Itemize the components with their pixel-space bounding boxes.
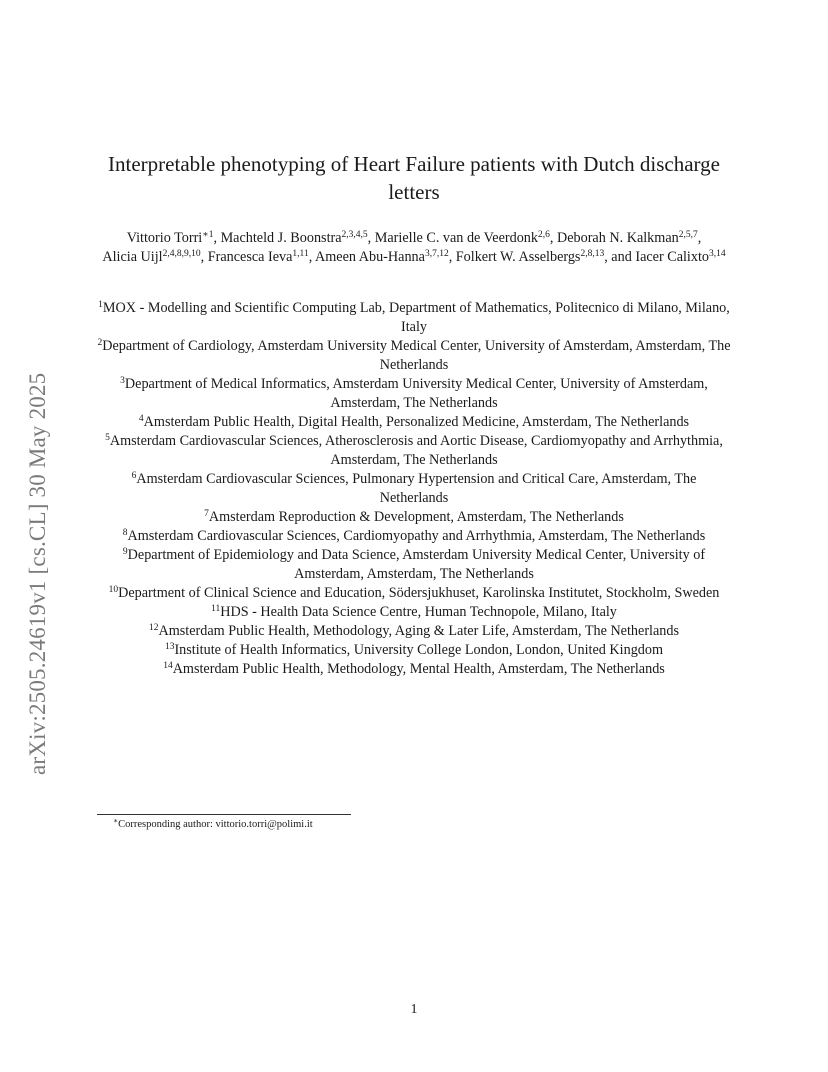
affiliation-text: Amsterdam Cardiovascular Sciences, Cardiomyopathy and Arrhythmia, Amsterdam, The Netherlands (127, 528, 706, 544)
author-name: Francesca Ieva (207, 249, 293, 265)
affiliation-item (96, 337, 732, 375)
author-affiliation-mark: 3,14 (709, 249, 726, 259)
affiliation-list (96, 299, 732, 679)
affiliation-text: Amsterdam Cardiovascular Sciences, Atherosclerosis and Aortic Disease, Cardiomyopathy and Arrhythmia, Amsterdam, The Netherlands (109, 433, 723, 468)
affiliation-item (96, 584, 732, 603)
affiliation-item (96, 546, 732, 584)
author-list (96, 229, 732, 267)
affiliation-number: 2 (97, 338, 103, 348)
affiliation-number: 12 (149, 623, 159, 633)
affiliation-item (96, 641, 732, 660)
author-name: Deborah N. Kalkman (556, 230, 679, 246)
affiliation-number: 7 (204, 509, 209, 519)
author (315, 249, 449, 265)
author-affiliation-mark: ∗1 (202, 230, 214, 240)
affiliation-number: 14 (163, 661, 173, 671)
author-affiliation-mark: 2,8,13 (580, 249, 605, 259)
author-affiliation-mark: 1,11 (292, 249, 309, 259)
affiliation-number: 4 (138, 414, 144, 424)
affiliation-text: Amsterdam Cardiovascular Sciences, Pulmonary Hypertension and Critical Care, Amsterdam, The Netherlands (136, 471, 697, 506)
author-name: Ameen Abu-Hanna (315, 249, 425, 265)
paper-title: Interpretable phenotyping of Heart Failure patients with Dutch discharge letters (108, 152, 720, 204)
affiliation-text: Department of Cardiology, Amsterdam University Medical Center, University of Amsterdam, Amsterdam, The Netherlands (102, 338, 731, 373)
author-separator: , (448, 249, 456, 265)
affiliation-text: Amsterdam Public Health, Methodology, Mental Health, Amsterdam, The Netherlands (172, 661, 665, 677)
affiliation-number: 5 (105, 433, 110, 443)
affiliation-item (96, 622, 732, 641)
author-separator: , (549, 230, 557, 246)
footnote-text: Corresponding author: vittorio.torri@polimi.it (118, 819, 313, 830)
affiliation-item (96, 508, 732, 527)
affiliation-number: 1 (98, 300, 103, 310)
author-affiliation-mark: 2,3,4,5 (341, 230, 368, 240)
affiliation-text: Amsterdam Reproduction & Development, Amsterdam, The Netherlands (208, 509, 624, 525)
affiliation-item (96, 299, 732, 337)
author-separator: , (308, 249, 316, 265)
author-separator: , and (604, 249, 636, 265)
author (635, 249, 725, 265)
affiliation-number: 11 (211, 604, 221, 614)
author-separator: , (200, 249, 208, 265)
author (127, 230, 214, 246)
author (102, 249, 200, 265)
affiliation-number: 13 (164, 642, 175, 652)
author-name: Marielle C. van de Veerdonk (374, 230, 538, 246)
affiliation-number: 10 (108, 585, 119, 595)
author-name: Alicia Uijl (102, 249, 163, 265)
author-name: Machteld J. Boonstra (220, 230, 342, 246)
author-affiliation-mark: 2,5,7 (678, 230, 698, 240)
author-name: Vittorio Torri (126, 230, 203, 246)
author-affiliation-mark: 3,7,12 (424, 249, 449, 259)
author-affiliation-mark: 2,4,8,9,10 (162, 249, 201, 259)
affiliation-item (96, 432, 732, 470)
author-name: Iacer Calixto (635, 249, 710, 265)
author (221, 230, 368, 246)
author (557, 230, 698, 246)
affiliation-text: Institute of Health Informatics, University College London, London, United Kingdom (174, 642, 664, 658)
author (456, 249, 604, 265)
affiliation-item (96, 527, 732, 546)
affiliation-text: Amsterdam Public Health, Digital Health, Personalized Medicine, Amsterdam, The Netherlands (143, 414, 690, 430)
footnote-divider (97, 814, 351, 815)
author-name: Folkert W. Asselbergs (455, 249, 581, 265)
affiliation-item (96, 413, 732, 432)
affiliation-item (96, 375, 732, 413)
author-separator: , (697, 230, 702, 246)
affiliation-item (96, 603, 732, 622)
affiliation-text: Department of Clinical Science and Education, Södersjukhuset, Karolinska Institutet, Stockholm, Sweden (118, 585, 720, 601)
affiliation-item (96, 660, 732, 679)
author-affiliation-mark: 2,6 (538, 230, 550, 240)
author (375, 230, 550, 246)
author (208, 249, 309, 265)
affiliation-text: Department of Medical Informatics, Amsterdam University Medical Center, University of Amsterdam, Amsterdam, The Netherlands (124, 376, 708, 411)
affiliation-text: Department of Epidemiology and Data Science, Amsterdam University Medical Center, University of Amsterdam, Amsterdam, The Netherlands (127, 547, 706, 582)
arxiv-identifier-stamp: arXiv:2505.24619v1 [cs.CL] 30 May 2025 (25, 372, 50, 775)
affiliation-number: 8 (122, 528, 128, 538)
affiliation-text: HDS - Health Data Science Centre, Human Technopole, Milano, Italy (220, 604, 617, 620)
author-separator: , (213, 230, 221, 246)
footnote-mark: ∗ (113, 816, 119, 825)
affiliation-number: 6 (131, 471, 137, 481)
page-number: 1 (410, 1002, 418, 1017)
affiliation-number: 3 (120, 376, 125, 386)
affiliation-text: MOX - Modelling and Scientific Computing Lab, Department of Mathematics, Politecnico di Milano, Milano, Italy (102, 300, 730, 335)
corresponding-author-footnote (113, 818, 313, 832)
author-separator: , (367, 230, 375, 246)
affiliation-text: Amsterdam Public Health, Methodology, Aging & Later Life, Amsterdam, The Netherlands (158, 623, 679, 639)
affiliation-item (96, 470, 732, 508)
affiliation-number: 9 (122, 547, 128, 557)
